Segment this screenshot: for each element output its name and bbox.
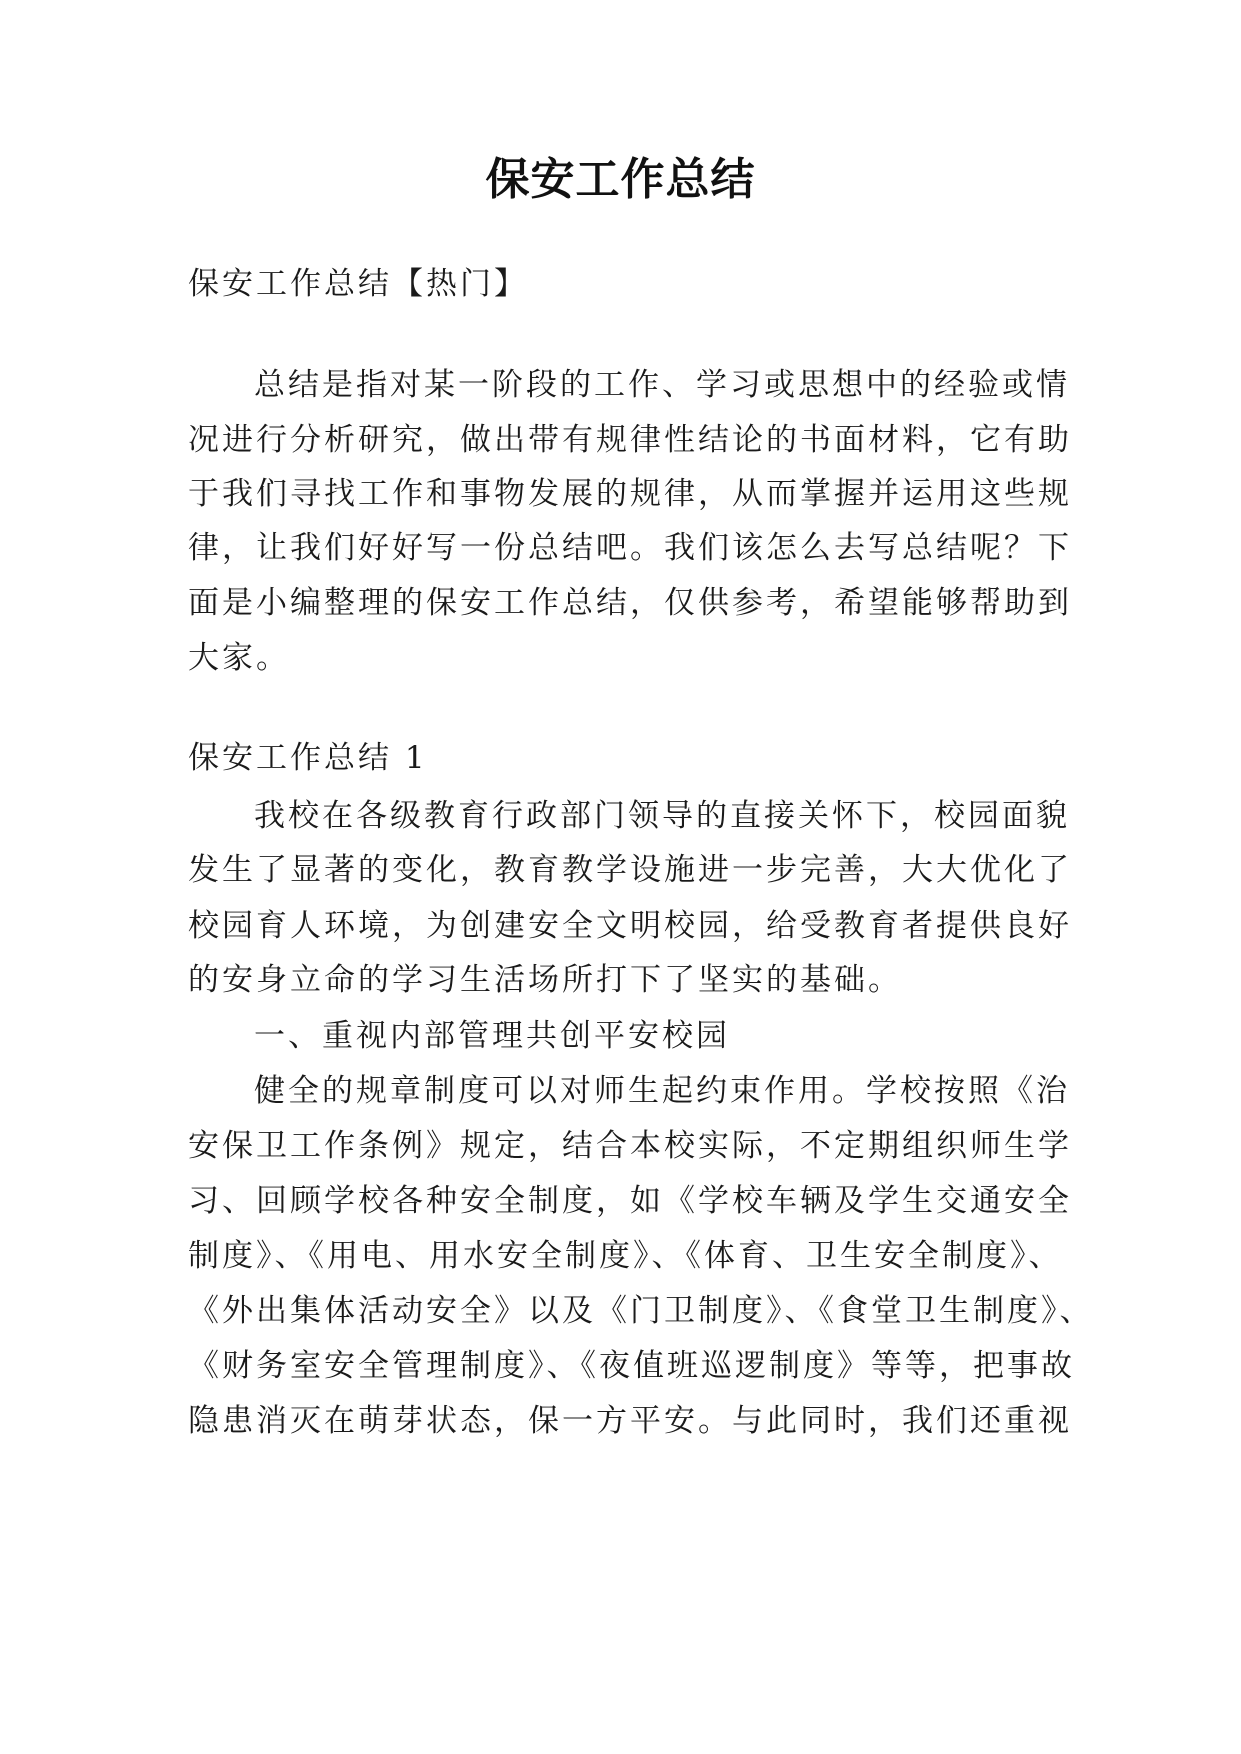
document-title: 保安工作总结 [485,154,756,205]
paragraph-line: 发生了显著的变化，教育教学设施进一步完善，大大优化了 [188,852,1072,888]
paragraph-line: 校园育人环境，为创建安全文明校园，给受教育者提供良好 [188,908,1072,944]
intro-line: 况进行分析研究，做出带有规律性结论的书面材料，它有助 [188,422,1072,458]
subheading: 一、重视内部管理共创平安校园 [254,1018,730,1054]
intro-line: 大家。 [188,640,290,676]
intro-line: 于我们寻找工作和事物发展的规律，从而掌握并运用这些规 [188,476,1072,512]
paragraph-line: 隐患消灭在萌芽状态，保一方平安。与此同时，我们还重视 [188,1403,1072,1439]
paragraph-line: 《财务室安全管理制度》、《夜值班巡逻制度》等等，把事故 [188,1348,1075,1384]
intro-line: 面是小编整理的保安工作总结，仅供参考，希望能够帮助到 [188,585,1072,621]
paragraph-line: 我校在各级教育行政部门领导的直接关怀下，校园面貌 [254,798,1070,834]
paragraph-line: 的安身立命的学习生活场所打下了坚实的基础。 [188,962,902,998]
intro-line: 总结是指对某一阶段的工作、学习或思想中的经验或情 [254,367,1070,403]
paragraph-line: 健全的规章制度可以对师生起约束作用。学校按照《治 [254,1073,1070,1109]
paragraph-line: 《外出集体活动安全》以及《门卫制度》、《食堂卫生制度》、 [188,1293,1094,1329]
section-heading: 保安工作总结 1 [188,740,428,776]
paragraph-line: 制度》、《用电、用水安全制度》、《体育、卫生安全制度》、 [188,1238,1063,1274]
paragraph-line: 习、回顾学校各种安全制度，如《学校车辆及学生交通安全 [188,1183,1072,1219]
intro-line: 律，让我们好好写一份总结吧。我们该怎么去写总结呢？下 [188,530,1072,566]
paragraph-line: 安保卫工作条例》规定，结合本校实际，不定期组织师生学 [188,1128,1072,1164]
document-subtitle: 保安工作总结【热门】 [188,266,528,302]
